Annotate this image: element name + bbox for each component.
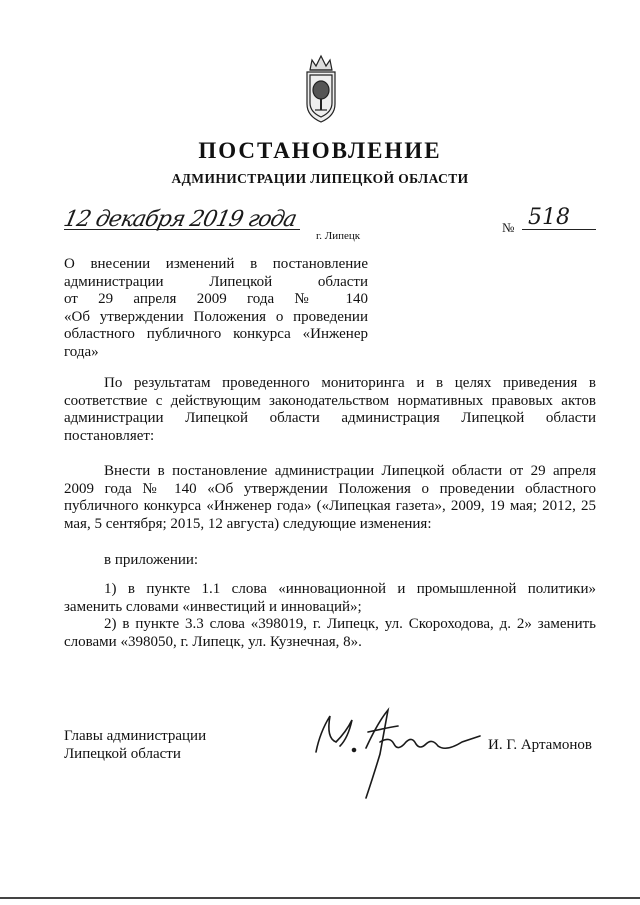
date-underline	[64, 229, 300, 230]
subject-line: О внесении изменений в постановление	[64, 256, 368, 272]
amendment-paragraph: Внести в постановление администрации Липецкой области от 29 апреля 2009 года № 140 «Об утверждении Положения о проведении областного публичного конкурса «Инженер года» («Липецкая газета», 2009, 19 мая; 2012, 25 мая, 5 сентября; 2015, 12 августа) следующие изменения:	[64, 463, 596, 532]
subject-line: от 29 апреля 2009 года № 140	[64, 291, 368, 308]
signatory-title-line: Главы администрации	[64, 728, 207, 744]
subject-line: администрации Липецкой области	[64, 273, 368, 290]
amendment-item: 1) в пункте 1.1 слова «инновационной и промышленной политики» заменить словами «инвестиций и инноваций»;	[64, 581, 596, 615]
number-underline	[522, 229, 596, 230]
signatory-title-line: Липецкой области	[64, 745, 181, 762]
subject-line: года»	[64, 343, 99, 360]
number-sign: №	[502, 220, 515, 235]
handwritten-number: 518	[528, 205, 570, 230]
coat-of-arms-icon	[300, 52, 342, 124]
handwritten-signature	[296, 702, 486, 812]
amendment-items	[64, 581, 596, 651]
subject-line: «Об утверждении Положения о проведении	[64, 308, 368, 325]
preamble-paragraph: По результатам проведенного мониторинга и в целях приведения в соответствие с действующим законодательством нормативных правовых актов администрации Липецкой области администрация Липецкой области постановляет:	[64, 375, 596, 444]
subject-line: областного публичного конкурса «Инженер	[64, 326, 368, 343]
issuer-subtitle: АДМИНИСТРАЦИИ ЛИПЕЦКОЙ ОБЛАСТИ	[171, 171, 469, 186]
signatory-title	[64, 728, 206, 763]
signatory-name: И. Г. Артамонов	[488, 737, 592, 753]
subject-block	[64, 256, 368, 362]
city-label: г. Липецк	[316, 230, 361, 242]
appendix-heading: в приложении:	[104, 552, 199, 568]
handwritten-date: 12 декабря 2019 года	[61, 207, 299, 232]
amendment-item: 2) в пункте 3.3 слова «398019, г. Липецк, ул. Скороходова, д. 2» заменить словами «398050, г. Липецк, ул. Кузнечная, 8».	[64, 616, 596, 650]
bottom-border	[0, 897, 640, 899]
document-title: ПОСТАНОВЛЕНИЕ	[198, 138, 442, 163]
